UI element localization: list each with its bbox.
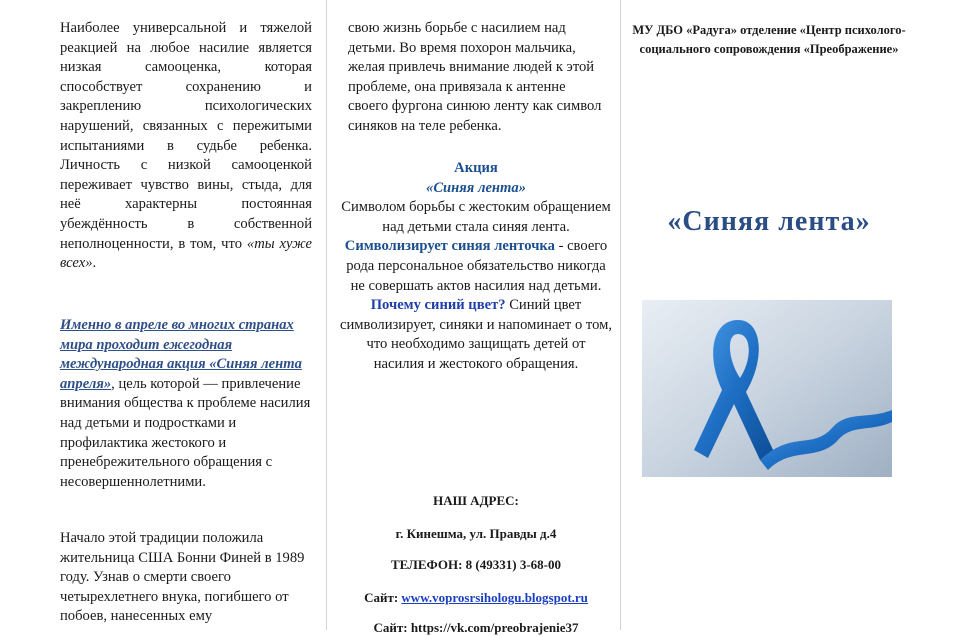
paragraph-tradition-origin: Начало этой традиции положила жительница США Бонни Финей в 1989 году. Узнав о смерти своего четырехлетнего внука, погибшего от побоев, нанесенных ему [60,530,305,625]
address-heading: НАШ АДРЕС: [433,493,519,508]
symbolizes-label: Символизирует синяя ленточка [344,238,555,255]
column-divider-left [326,0,327,630]
highlight-text: Именно в апреле во многих странах мира проходит ежегодная международная акция «Синяя лента апреля» [60,317,302,392]
site-vk-line: Сайт: https://vk.com/preobrajenie37 [373,620,579,635]
why-blue-paragraph [340,296,612,374]
column-divider-right [620,0,621,630]
action-label: Акция [454,160,498,176]
organization-name: МУ ДБО «Радуга» отделение «Центр психолого-социального сопровождения «Преображение» [632,23,906,56]
address-text: г. Кинешма, ул. Правды д.4 [395,526,557,541]
site-link[interactable]: www.voprosrsihologu.blogspot.ru [401,590,588,605]
paragraph-self-esteem [60,19,312,274]
why-blue-label: Почему синий цвет? [370,297,506,314]
why-blue-text: Синий цвет символизирует, синяки и напоминает о том, что необходимо защищать детей от насилия и жестокого обращения. [340,297,612,372]
quote-text: «ты хуже всех» [60,235,312,272]
paragraph-story-continued: свою жизнь борьбе с насилием над детьми. Во время похорон мальчика, желая привлечь внимание людей к этой проблеме, она привязала к антенне своего фургона синюю ленту как символ синяков на теле ребенка. [348,20,602,134]
action-name: «Синяя лента» [426,179,526,196]
blue-ribbon-image [642,300,892,477]
symbolizes-paragraph [340,237,612,296]
paragraph-end: . [92,255,97,272]
site-line [340,590,612,606]
paragraph-text: Наиболее универсальной и тяжелой реакцией на любое насилие является низкая самооценка, которая способствует сохранению и закреплению психологических нарушений, связанных с пережитыми испытаниями в судьбе ребенка. Личность с низкой самооценкой переживает чувство вины, стыда, для неё характерны постоянная убеждённость в собственной неполноценности, в том, что [60,20,312,252]
paragraph-april-campaign [60,316,312,492]
symbol-text: Символом борьбы с жестоким обращением над детьми стала синяя лента. [341,199,611,235]
brochure-title: «Синяя лента» [667,206,871,237]
paragraph-text: , цель которой — привлечение внимания общества к проблеме насилия над детьми и подростками и профилактика жестокого и пренебрежительного обращения с несовершеннолетними. [60,375,311,490]
phone-text: ТЕЛЕФОН: 8 (49331) 3-68-00 [391,557,561,572]
action-section [340,159,612,375]
symbolizes-text: - своего рода персональное обязательство никогда не совершать актов насилия над детьми. [346,238,608,294]
site-label: Сайт: [364,590,402,605]
